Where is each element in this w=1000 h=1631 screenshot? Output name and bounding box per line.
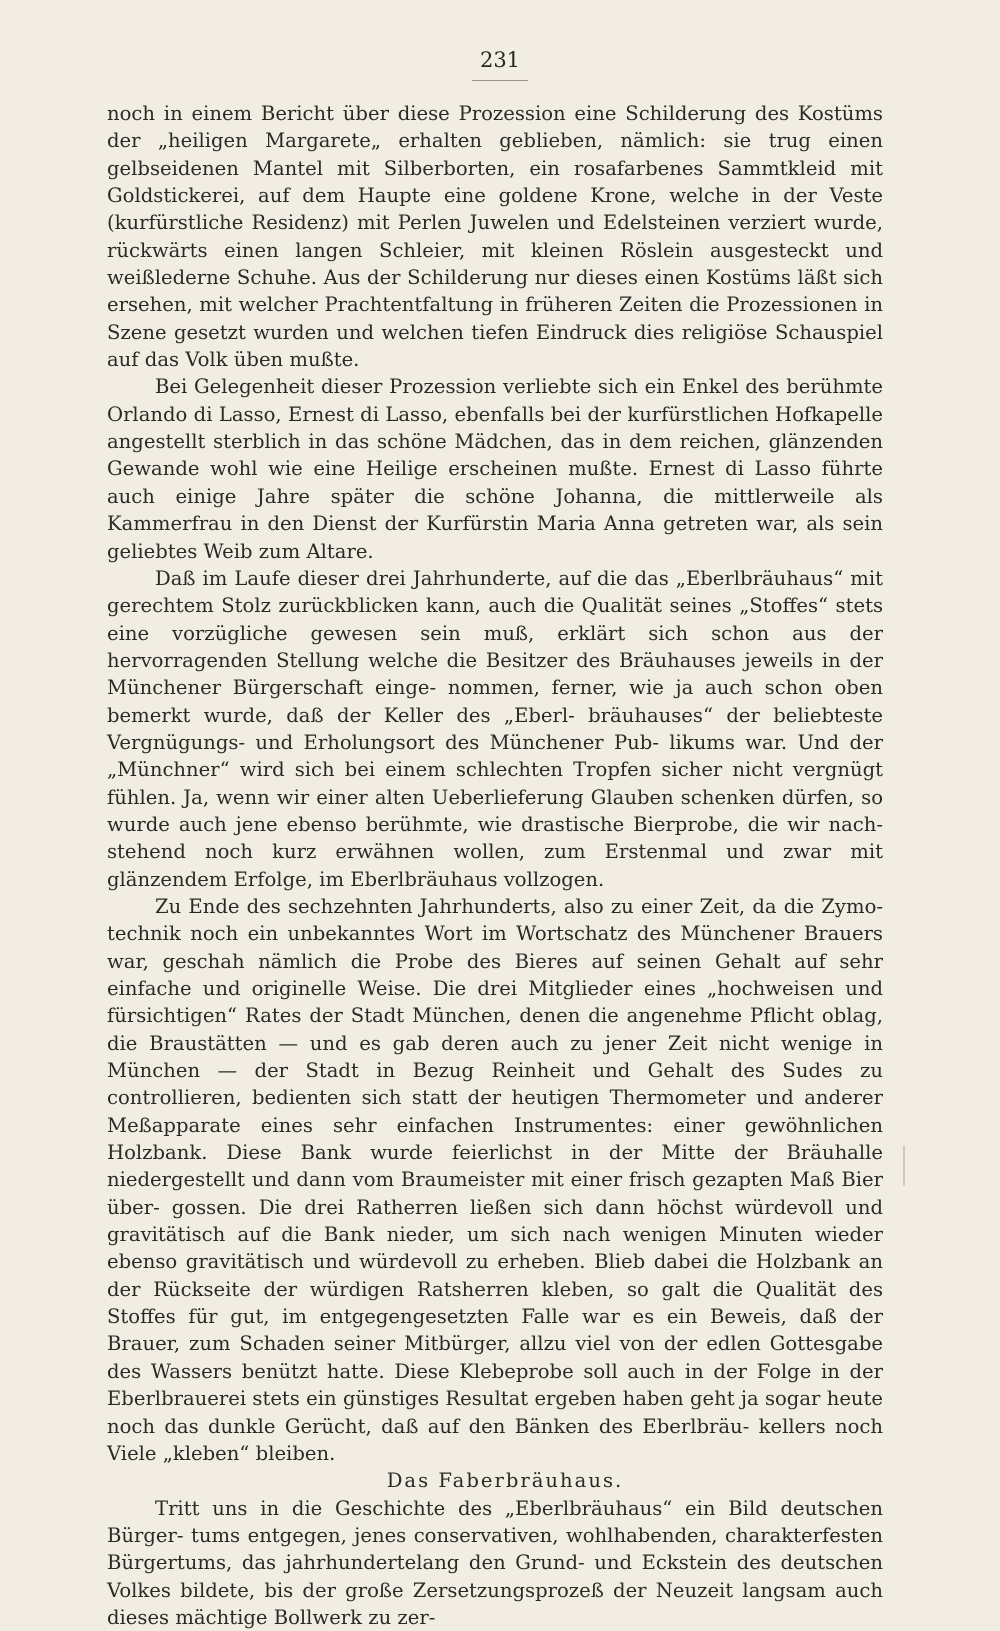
paragraph: Bei Gelegenheit dieser Prozession verliebte sich ein Enkel des berühmte Orlando di Lasso, Ernest di Lasso, ebenfalls bei der kurfürstlichen Hofkapelle angestellt sterblich in das schöne Mädchen, das in dem reichen, glänzenden Gewande wohl wie eine Heilige erscheinen mußte. Ernest di Lasso führte auch einige Jahre später die schöne Johanna, die mittlerweile als Kammerfrau in den Dienst der Kurfürstin Maria Anna getreten war, als sein geliebtes Weib zum Altare.	[107, 375, 883, 563]
section-heading: Das Faberbräuhaus.	[386, 1469, 624, 1493]
paragraph: noch in einem Bericht über diese Prozession eine Schilderung des Kostüms der „heiligen Margarete„ erhalten geblieben, nämlich: sie trug einen gelbseidenen Mantel mit Silberborten, ein rosafarbenes Sammtkleid mit Goldstickerei, auf dem Haupte eine goldene Krone, welche in der Veste (kurfürstliche Residenz) mit Perlen Juwelen und Edelsteinen verziert wurde, rückwärts einen langen Schleier, mit kleinen Röslein ausgesteckt und weißlederne Schuhe. Aus der Schilderung nur dieses einen Kostüms läßt sich ersehen, mit welcher Prachtentfaltung in früheren Zeiten die Prozessionen in Szene gesetzt wurden und welchen tiefen Eindruck dies religiöse Schauspiel auf das Volk üben mußte.	[107, 102, 883, 372]
margin-mark	[903, 1146, 905, 1186]
body-text	[107, 100, 883, 1631]
page-number: 231	[479, 48, 521, 72]
paragraph: Tritt uns in die Geschichte des „Eberlbräuhaus“ ein Bild deutschen Bürger- tums entgegen, jenes conservativen, wohlhabenden, charakterfesten Bürgertums, das jahrhundertelang den Grund- und Eckstein des deutschen Volkes bildete, bis der große Zersetzungsprozeß der Neuzeit langsam auch dieses mächtige Bollwerk zu zer-	[107, 1496, 883, 1629]
header-rule	[472, 80, 528, 81]
paragraph: Zu Ende des sechzehnten Jahrhunderts, also zu einer Zeit, da die Zymo- technik noch ein unbekanntes Wort im Wortschatz des Münchener Brauers war, geschah nämlich die Probe des Bieres auf seinen Gehalt auf sehr einfache und originelle Weise. Die drei Mitglieder eines „hochweisen und fürsichtigen“ Rates der Stadt München, denen die angenehme Pflicht oblag, die Braustätten — und es gab deren auch zu jener Zeit nicht wenige in München — der Stadt in Bezug Reinheit und Gehalt des Sudes zu controllieren, bedienten sich statt der heutigen Thermometer und anderer Meßapparate eines sehr einfachen Instrumentes: einer gewöhnlichen Holzbank. Diese Bank wurde feierlichst in der Mitte der Bräuhalle niedergestellt und dann vom Braumeister mit einer frisch gezapten Maß Bier über- gossen. Die drei Ratherren ließen sich dann höchst würdevoll und gravitätisch auf die Bank nieder, um sich nach wenigen Minuten wieder ebenso gravitätisch und würdevoll zu erheben. Blieb dabei die Holzbank an der Rückseite der würdigen Ratsherren kleben, so galt die Qualität des Stoffes für gut, im entgegengesetzten Falle war es ein Beweis, daß der Brauer, zum Schaden seiner Mitbürger, allzu viel von der edlen Gottesgabe des Wassers benützt hatte. Diese Klebeprobe soll auch in der Folge in der Eberlbrauerei stets ein günstiges Resultat ergeben haben geht ja sogar heute noch das dunkle Gerücht, daß auf den Bänken des Eberlbräu- kellers noch Viele „kleben“ bleiben.	[107, 894, 883, 1465]
paragraph: Daß im Laufe dieser drei Jahrhunderte, auf die das „Eberlbräuhaus“ mit gerechtem Stolz zurückblicken kann, auch die Qualität seines „Stoffes“ stets eine vorzügliche gewesen sein muß, erklärt sich schon aus der hervorragenden Stellung welche die Besitzer des Bräuhauses jeweils in der Münchener Bürgerschaft einge- nommen, ferner, wie ja auch schon oben bemerkt wurde, daß der Keller des „Eberl- bräuhauses“ der beliebteste Vergnügungs- und Erholungsort des Münchener Pub- likums war. Und der „Münchner“ wird sich bei einem schlechten Tropfen sicher nicht vergnügt fühlen. Ja, wenn wir einer alten Ueberlieferung Glauben schenken dürfen, so wurde auch jene ebenso berühmte, wie drastische Bierprobe, die wir nach- stehend noch kurz erwähnen wollen, zum Erstenmal und zwar mit glänzendem Erfolge, im Eberlbräuhaus vollzogen.	[107, 566, 883, 891]
